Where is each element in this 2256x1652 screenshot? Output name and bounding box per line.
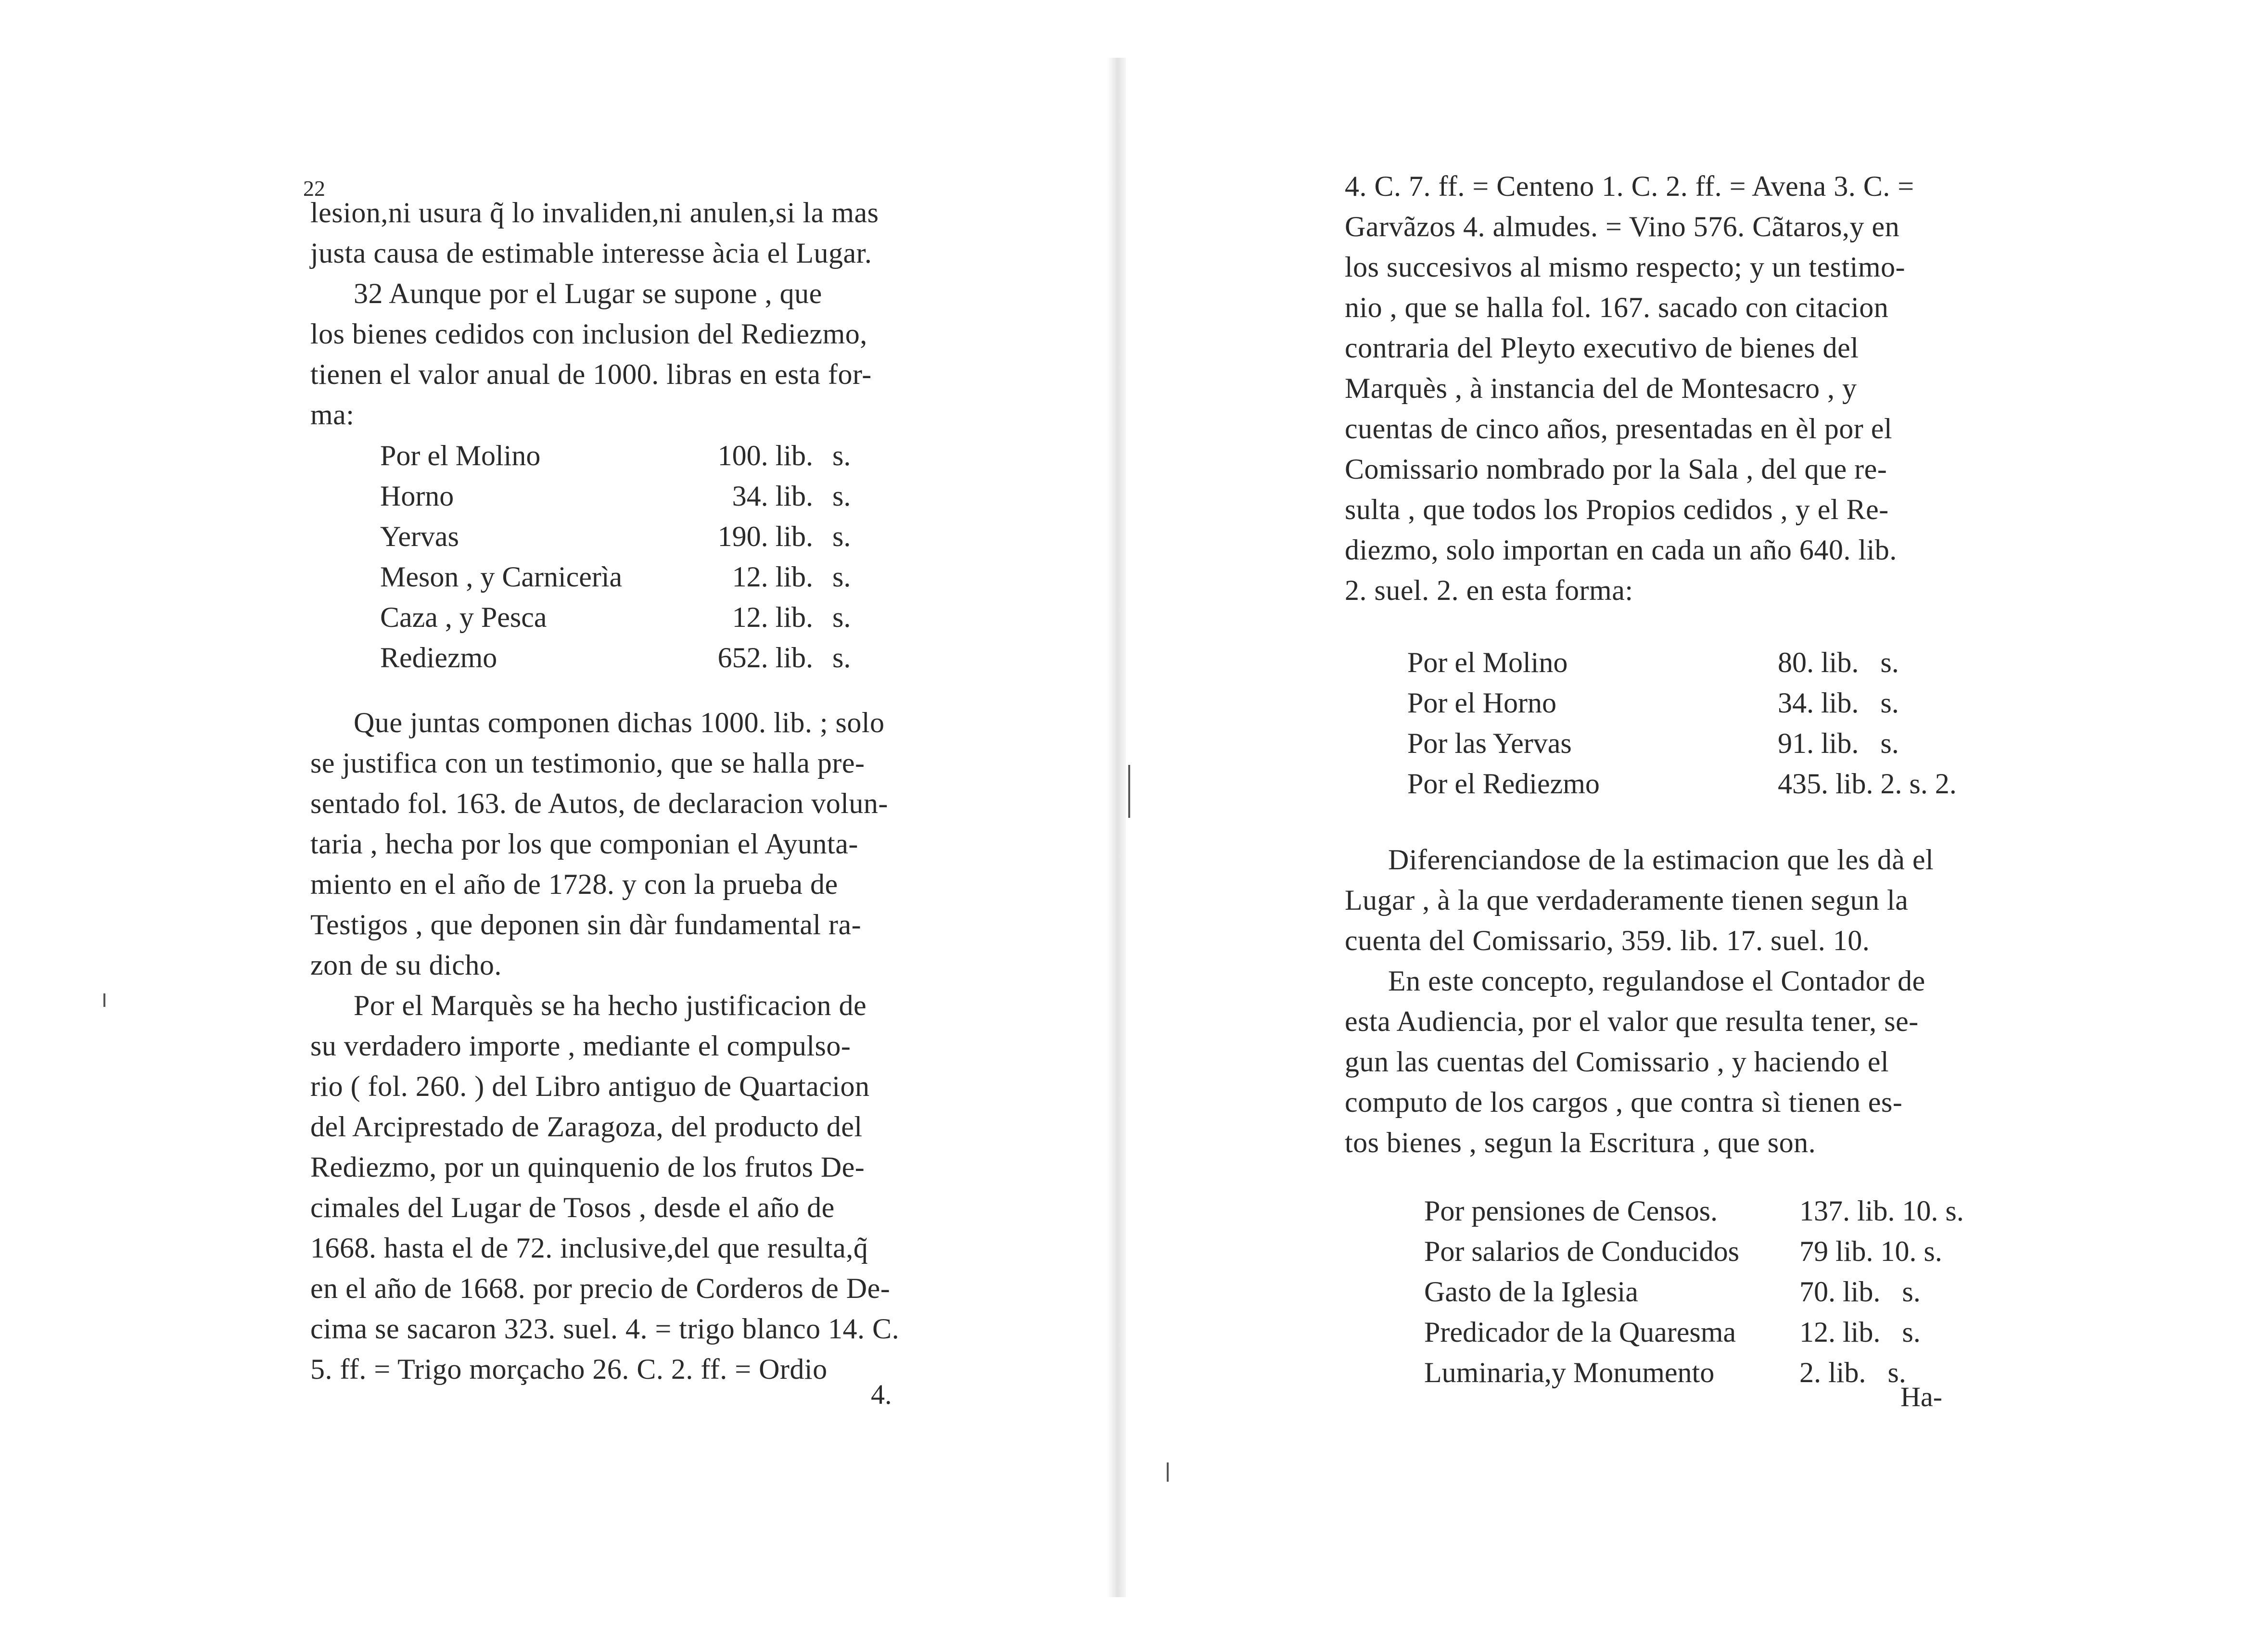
- text-line: cuenta del Comissario, 359. lib. 17. suel. 10.: [1345, 925, 1870, 956]
- table-amount: 137. lib. 10. s.: [1799, 1195, 1964, 1227]
- text-line: sulta , que todos los Propios cedidos , y el Re-: [1345, 494, 1889, 525]
- right-values-table: [1407, 642, 1957, 804]
- table-row: [1407, 642, 1957, 683]
- table-item: Meson , y Carnicerìa: [380, 560, 623, 593]
- table-item: Por el Horno: [1407, 686, 1556, 719]
- table-row: [1407, 763, 1957, 804]
- text-line: sentado fol. 163. de Autos, de declaracion volun-: [310, 788, 888, 819]
- right-catchword: Ha-: [1900, 1381, 1942, 1412]
- text-line: Testigos , que deponen sin dàr fundamental ra-: [310, 909, 862, 940]
- table-row: [1424, 1352, 1964, 1393]
- table-item: Por el Rediezmo: [1407, 767, 1600, 800]
- table-item: Por pensiones de Censos.: [1424, 1195, 1718, 1227]
- table-item: Por el Molino: [380, 439, 541, 471]
- text-line: 4. C. 7. ff. = Centeno 1. C. 2. ff. = Avena 3. C. =: [1345, 170, 1914, 202]
- table-row: [1407, 723, 1957, 763]
- table-unit: s.: [832, 480, 851, 512]
- text-line: los bienes cedidos con inclusion del Rediezmo,: [310, 318, 867, 350]
- table-amount: 190. lib.: [717, 520, 813, 552]
- text-line: rio ( fol. 260. ) del Libro antiguo de Quartacion: [310, 1070, 870, 1102]
- table-row: [380, 476, 852, 516]
- table-amount: 80. lib. s.: [1778, 646, 1899, 678]
- table-amount: 435. lib. 2. s. 2.: [1778, 767, 1957, 800]
- table-row: [1424, 1231, 1964, 1271]
- text-line: 1668. hasta el de 72. inclusive,del que resulta,q̃: [310, 1232, 868, 1264]
- table-amount: 34. lib. s.: [1778, 686, 1899, 719]
- table-item: Yervas: [380, 520, 459, 552]
- left-text-block-top: [310, 192, 914, 435]
- left-text-block-bottom: [310, 702, 914, 1389]
- text-line: Rediezmo, por un quinquenio de los frutos De-: [310, 1151, 865, 1183]
- table-row: [1424, 1191, 1964, 1231]
- table-row: [380, 435, 852, 476]
- table-row: [380, 597, 852, 637]
- table-amount: 12. lib.: [732, 601, 813, 633]
- left-income-table: [380, 435, 852, 678]
- text-line: Marquès , à instancia del de Montesacro , y: [1345, 372, 1857, 404]
- text-line: 2. suel. 2. en esta forma:: [1345, 574, 1633, 606]
- right-text-block-top: [1345, 166, 1965, 610]
- text-line: Diferenciandose de la estimacion que les dà el: [1388, 844, 1934, 876]
- text-line: taria , hecha por los que componian el Ayunta-: [310, 828, 858, 860]
- text-line: diezmo, solo importan en cada un año 640. lib.: [1345, 534, 1897, 566]
- table-item: Caza , y Pesca: [380, 601, 547, 633]
- binding-mark: [1128, 765, 1130, 818]
- table-row: [1424, 1312, 1964, 1352]
- table-amount: 100. lib.: [717, 439, 813, 471]
- table-amount: 91. lib. s.: [1778, 727, 1899, 759]
- text-line: cimales del Lugar de Tosos , desde el año de: [310, 1192, 835, 1223]
- text-line: Comissario nombrado por la Sala , del que re-: [1345, 453, 1887, 485]
- table-row: [380, 637, 852, 678]
- table-item: Gasto de la Iglesia: [1424, 1275, 1638, 1308]
- table-amount: 12. lib.: [732, 560, 813, 593]
- table-item: Predicador de la Quaresma: [1424, 1316, 1736, 1348]
- text-line: ma:: [310, 399, 355, 431]
- table-item: Por el Molino: [1407, 646, 1568, 678]
- table-amount: 70. lib. s.: [1799, 1275, 1921, 1308]
- text-line: tienen el valor anual de 1000. libras en esta for-: [310, 358, 872, 390]
- text-line: contraria del Pleyto executivo de bienes del: [1345, 332, 1859, 364]
- table-amount: 2. lib. s.: [1799, 1356, 1906, 1388]
- text-line: cima se sacaron 323. suel. 4. = trigo blanco 14. C.: [310, 1313, 900, 1345]
- text-line: cuentas de cinco años, presentadas en èl por el: [1345, 413, 1893, 445]
- binding-mark: [103, 993, 105, 1007]
- text-line: lesion,ni usura q̃ lo invaliden,ni anulen,si la mas: [310, 197, 879, 229]
- text-line: 32 Aunque por el Lugar se supone , que: [354, 278, 822, 309]
- text-line: justa causa de estimable interesse àcia el Lugar.: [310, 237, 872, 269]
- table-row: [380, 516, 852, 557]
- table-amount: 652. lib.: [717, 641, 813, 674]
- text-line: se justifica con un testimonio, que se halla pre-: [310, 747, 865, 779]
- text-line: En este concepto, regulandose el Contador de: [1388, 965, 1925, 997]
- table-row: [1407, 683, 1957, 723]
- right-text-block-middle: [1345, 839, 1965, 1163]
- table-row: [380, 557, 852, 597]
- table-unit: s.: [832, 560, 851, 593]
- text-line: nio , que se halla fol. 167. sacado con citacion: [1345, 292, 1889, 323]
- table-unit: s.: [832, 439, 851, 471]
- table-unit: s.: [832, 520, 851, 552]
- text-line: Por el Marquès se ha hecho justificacion de: [354, 990, 867, 1021]
- text-line: Que juntas componen dichas 1000. lib. ; solo: [354, 707, 885, 738]
- text-line: Lugar , à la que verdaderamente tienen segun la: [1345, 884, 1909, 916]
- text-line: zon de su dicho.: [310, 949, 502, 981]
- left-catchword: 4.: [871, 1379, 892, 1410]
- table-item: Luminaria,y Monumento: [1424, 1356, 1715, 1388]
- table-amount: 12. lib. s.: [1799, 1316, 1921, 1348]
- table-item: Por salarios de Conducidos: [1424, 1235, 1739, 1267]
- binding-mark: [1167, 1462, 1169, 1482]
- text-line: 5. ff. = Trigo morçacho 26. C. 2. ff. = Ordio: [310, 1353, 828, 1385]
- table-row: [1424, 1271, 1964, 1312]
- text-line: computo de los cargos , que contra sì tienen es-: [1345, 1086, 1903, 1118]
- table-item: Rediezmo: [380, 641, 497, 674]
- text-line: su verdadero importe , mediante el compulso-: [310, 1030, 851, 1062]
- text-line: los succesivos al mismo respecto; y un testimo-: [1345, 251, 1905, 283]
- text-line: miento en el año de 1728. y con la prueba de: [310, 868, 838, 900]
- right-charges-table: [1424, 1191, 1964, 1393]
- table-item: Horno: [380, 480, 454, 512]
- table-unit: s.: [832, 641, 851, 674]
- text-line: gun las cuentas del Comissario , y haciendo el: [1345, 1046, 1889, 1078]
- text-line: esta Audiencia, por el valor que resulta tener, se-: [1345, 1005, 1919, 1037]
- table-amount: 34. lib.: [732, 480, 813, 512]
- left-page: [0, 0, 1116, 1652]
- left-page-number: 22: [303, 176, 325, 201]
- table-item: Por las Yervas: [1407, 727, 1572, 759]
- table-amount: 79 lib. 10. s.: [1799, 1235, 1942, 1267]
- text-line: en el año de 1668. por precio de Corderos de De-: [310, 1272, 891, 1304]
- text-line: tos bienes , segun la Escritura , que son.: [1345, 1127, 1816, 1158]
- text-line: Garvãzos 4. almudes. = Vino 576. Cãtaros,y en: [1345, 211, 1900, 242]
- table-unit: s.: [832, 601, 851, 633]
- text-line: del Arciprestado de Zaragoza, del producto del: [310, 1111, 863, 1143]
